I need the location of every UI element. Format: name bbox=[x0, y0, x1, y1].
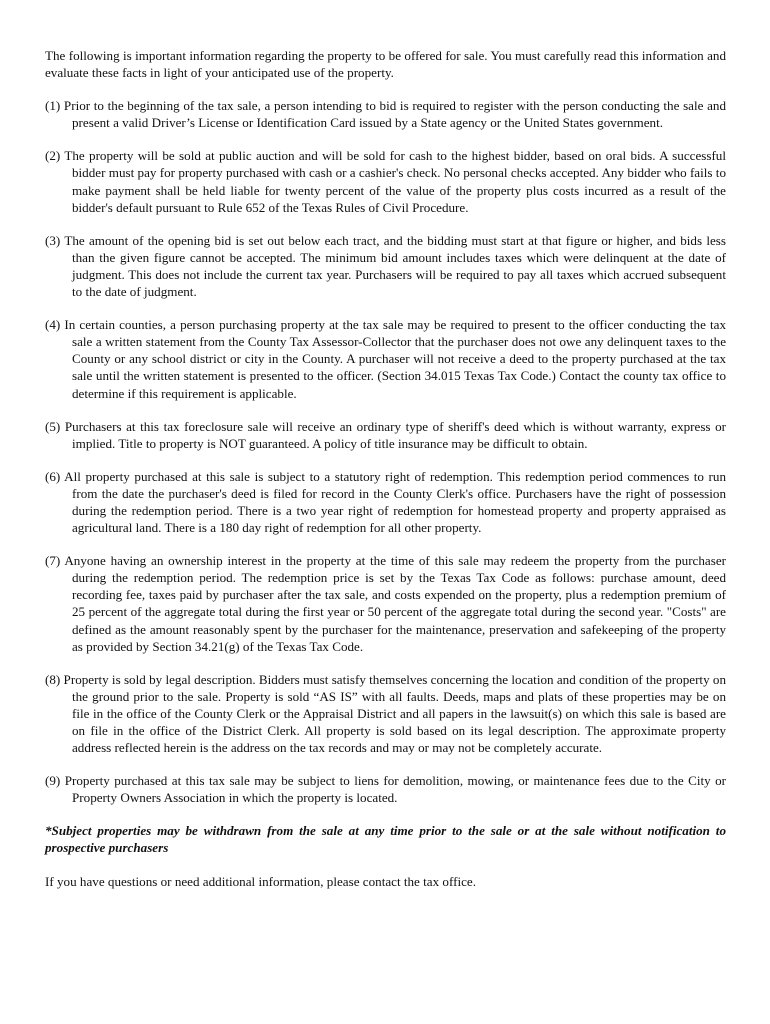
withdrawal-notice: *Subject properties may be withdrawn from the sale at any time prior to the sale or at the sale without notification to prospective purchasers bbox=[45, 823, 726, 856]
intro-paragraph: The following is important information regarding the property to be offered for sale. You must carefully read this information and evaluate these facts in light of your anticipated use of the property. bbox=[45, 48, 726, 81]
item-9-liens: (9) Property purchased at this tax sale may be subject to liens for demolition, mowing, or maintenance fees due to the City or Property Owners Association in which the property is located. bbox=[45, 773, 726, 806]
item-4-tax-statement: (4) In certain counties, a person purchasing property at the tax sale may be required to present to the officer conducting the tax sale a written statement from the County Tax Assessor-Collector that the purchaser does not owe any delinquent taxes to the County or any school district or city in the County. A purchaser will not receive a deed to the property purchased at the tax sale until the written statement is presented to the officer. (Section 34.015 Texas Tax Code.) Contact the county tax office to determine if this requirement is applicable. bbox=[45, 317, 726, 401]
item-6-redemption-right: (6) All property purchased at this sale is subject to a statutory right of redemption. This redemption period commences to run from the date the purchaser's deed is filed for record in the County Clerk's office. Purchasers have the right of possession during the redemption period. There is a two year right of redemption for homestead property and property appraised as agricultural land. There is a 180 day right of redemption for all other property. bbox=[45, 468, 726, 536]
item-3-opening-bid: (3) The amount of the opening bid is set out below each tract, and the bidding must start at that figure or higher, and bids less than the given figure cannot be accepted. The minimum bid amount includes taxes which were delinquent at the date of judgment. This does not include the current tax year. Purchasers will be required to pay all taxes which accrued subsequent to the date of judgment. bbox=[45, 232, 726, 300]
item-8-legal-description: (8) Property is sold by legal description. Bidders must satisfy themselves concerning the location and condition of the property on the ground prior to the sale. Property is sold “AS IS” with all faults. Deeds, maps and plats of these properties may be on file in the office of the County Clerk or the Appraisal District and all papers in the lawsuit(s) on which this sale is based are on file in the office of the District Clerk. All property is sold based on its legal description. The approximate property address reflected herein is the address on the tax records and may or may not be completely accurate. bbox=[45, 671, 726, 756]
closing-paragraph: If you have questions or need additional information, please contact the tax office. bbox=[45, 873, 476, 889]
item-1-registration: (1) Prior to the beginning of the tax sale, a person intending to bid is required to register with the person conducting the sale and present a valid Driver’s License or Identification Card issued by a State agency or the United States government. bbox=[45, 98, 726, 131]
item-2-payment: (2) The property will be sold at public auction and will be sold for cash to the highest bidder, based on oral bids. A successful bidder must pay for property purchased with cash or a cashier's check. No personal checks accepted. Any bidder who fails to make payment shall be held liable for twenty percent of the value of the property plus costs incurred as a result of the bidder's default pursuant to Rule 652 of the Texas Rules of Civil Procedure. bbox=[45, 148, 726, 215]
item-5-deed: (5) Purchasers at this tax foreclosure sale will receive an ordinary type of sheriff's deed which is without warranty, express or implied. Title to property is NOT guaranteed. A policy of title insurance may be difficult to obtain. bbox=[45, 418, 726, 451]
item-7-redemption-price: (7) Anyone having an ownership interest in the property at the time of this sale may redeem the property from the purchaser during the redemption period. The redemption price is set by the Texas Tax Code as follows: purchase amount, deed recording fee, taxes paid by purchaser after the tax sale, and costs expended on the property, plus a redemption premium of 25 percent of the aggregate total during the first year or 50 percent of the aggregate total during the second year. "Costs" are defined as the amount reasonably spent by the purchaser for the maintenance, preservation and safekeeping of the property as provided by Section 34.21(g) of the Texas Tax Code. bbox=[45, 553, 726, 654]
document-page bbox=[45, 47, 726, 890]
